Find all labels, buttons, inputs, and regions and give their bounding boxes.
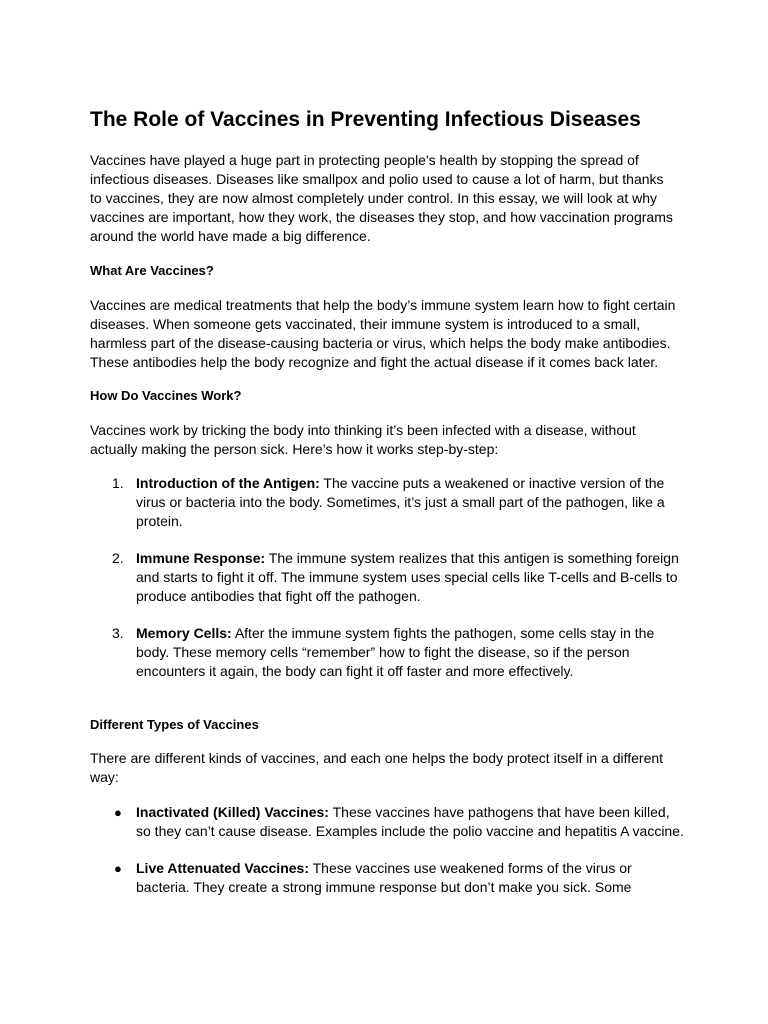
list-item-body: After the immune system fights the pathogen, some cells stay in the body. These memory cells “remember” how to fight the disease, so if the person encounters it again, the body can fight it off faster and more effectively. <box>136 625 655 679</box>
list-number: 1. <box>112 475 124 491</box>
what-paragraph: Vaccines are medical treatments that help the body’s immune system learn how to fight certain diseases. When someone gets vaccinated, their immune system is introduced to a small, harmless part of the disease-causing bacteria or virus, which helps the body make antibodies. These antibodies help the body recognize and fight the actual disease if it comes back later. <box>90 297 676 370</box>
list-item-term: Live Attenuated Vaccines: <box>136 860 309 876</box>
list-item-term: Memory Cells: <box>136 625 232 641</box>
list-item-term: Immune Response: <box>136 550 266 566</box>
list-item-text <box>136 859 684 897</box>
section-heading-what: What Are Vaccines? <box>90 263 214 278</box>
list-item-text <box>136 474 684 531</box>
bullet-icon: ● <box>114 861 122 876</box>
types-paragraph: There are different kinds of vaccines, and each one helps the body protect itself in a different way: <box>90 750 664 785</box>
list-item-body: The vaccine puts a weakened or inactive version of the virus or bacteria into the body. Sometimes, it’s just a small part of the pathogen, like a protein. <box>136 475 665 529</box>
list-number: 2. <box>112 550 124 566</box>
list-item-text <box>136 624 684 681</box>
list-item-term: Introduction of the Antigen: <box>136 475 320 491</box>
how-paragraph: Vaccines work by tricking the body into thinking it’s been infected with a disease, without actually making the person sick. Here’s how it works step-by-step: <box>90 422 636 457</box>
section-heading-how: How Do Vaccines Work? <box>90 388 242 403</box>
page-title: The Role of Vaccines in Preventing Infectious Diseases <box>90 108 641 131</box>
list-item-text <box>136 549 684 606</box>
section-heading-types: Different Types of Vaccines <box>90 717 259 732</box>
list-item-term: Inactivated (Killed) Vaccines: <box>136 804 329 820</box>
list-number: 3. <box>112 625 124 641</box>
list-item-body: The immune system realizes that this antigen is something foreign and starts to fight it off. The immune system uses special cells like T-cells and B-cells to produce antibodies that fight off the pathogen. <box>136 550 679 604</box>
bullet-icon: ● <box>114 805 122 820</box>
list-item-body: These vaccines use weakened forms of the virus or bacteria. They create a strong immune response but don’t make you sick. Some <box>136 860 632 895</box>
intro-paragraph: Vaccines have played a huge part in protecting people's health by stopping the spread of infectious diseases. Diseases like smallpox and polio used to cause a lot of harm, but thanks to vaccines, they are now almost completely under control. In this essay, we will look at why vaccines are important, how they work, the diseases they stop, and how vaccination programs around the world have made a big difference. <box>90 152 673 244</box>
list-item-body: These vaccines have pathogens that have been killed, so they can’t cause disease. Examples include the polio vaccine and hepatitis A vaccine. <box>136 804 684 839</box>
list-item-text <box>136 803 684 841</box>
